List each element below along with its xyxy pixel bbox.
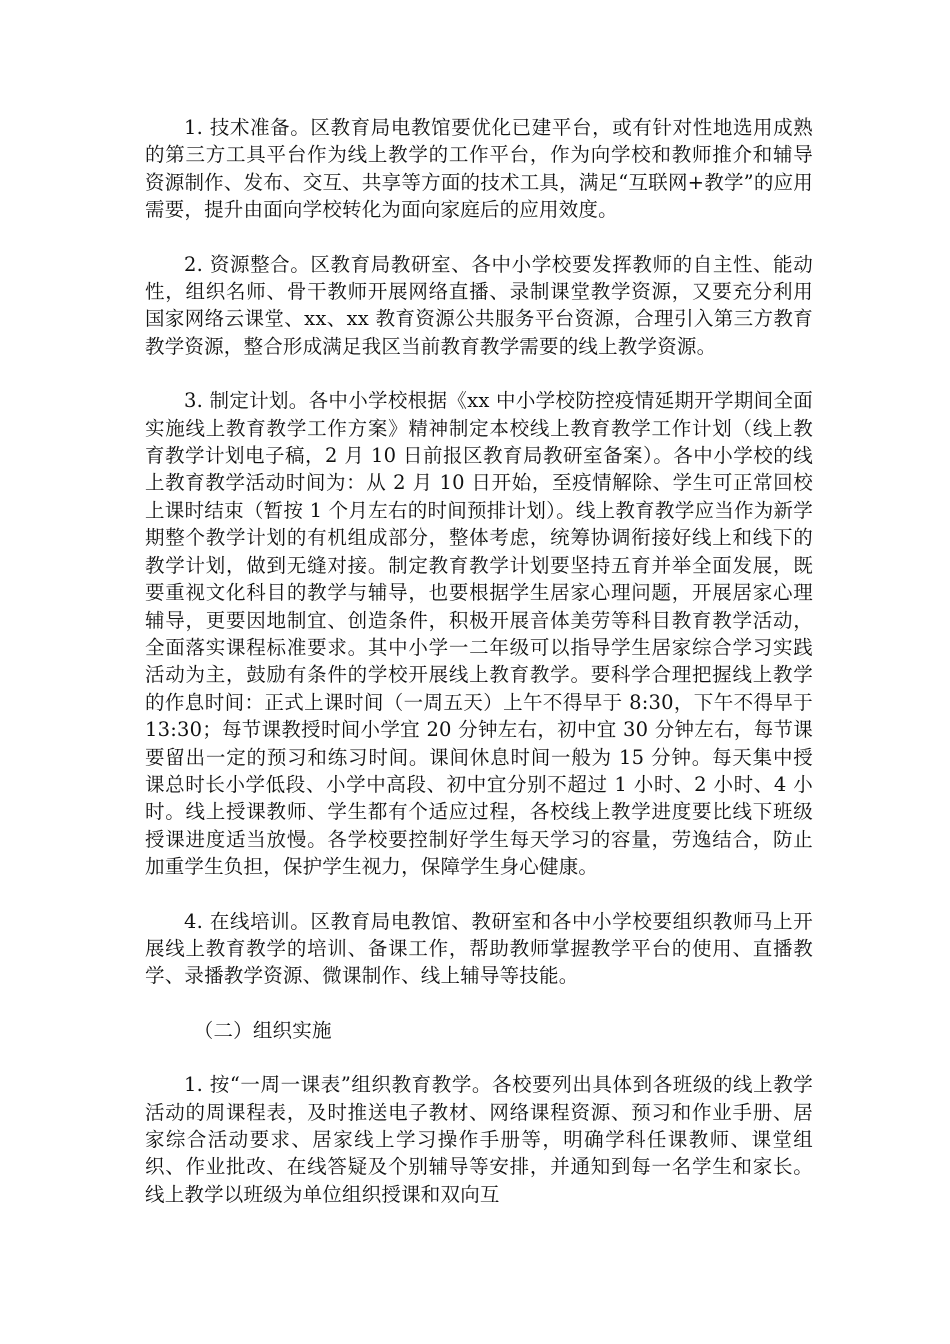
paragraph-make-plan: 3. 制定计划。各中小学校根据《xx 中小学校防控疫情延期开学期间全面实施线上教育教学工作方案》精神制定本校线上教育教学工作计划（线上教育教学计划电子稿，2 月 10 日前报区教育局教研室备案）。各中小学校的线上教育教学活动时间为：从 2 月 10 日开始，至疫情解除、学生可正常回校上课时结束（暂按 1 个月左右的时间预排计划）。线上教育教学应当作为新学期整个教学计划的有机组成部分，整体考虑，统筹协调衔接好线上和线下的教学计划，做到无缝对接。制定教育教学计划要坚持五育并举全面发展，既要重视文化科目的教学与辅导，也要根据学生居家心理问题，开展居家心理辅导，更要因地制宜、创造条件，积极开展音体美劳等科目教育教学活动，全面落实课程标准要求。其中小学一二年级可以指导学生居家综合学习实践活动为主，鼓励有条件的学校开展线上教育教学。要科学合理把握线上教学的作息时间：正式上课时间（一周五天）上午不得早于 8:30，下午不得早于 13:30；每节课教授时间小学宜 20 分钟左右，初中宜 30 分钟左右，每节课要留出一定的预习和练习时间。课间休息时间一般为 15 分钟。每天集中授课总时长小学低段、小学中高段、初中宜分别不超过 1 小时、2 小时、4 小时。线上授课教师、学生都有个适应过程，各校线上教学进度要比线下班级授课进度适当放慢。各学校要控制好学生每天学习的容量，劳逸结合，防止加重学生负担，保护学生视力，保障学生身心健康。 — [145, 389, 813, 879]
document-page — [145, 114, 813, 1235]
paragraph-weekly-schedule: 1. 按“一周一课表”组织教育教学。各校要列出具体到各班级的线上教学活动的周课程表，及时推送电子教材、网络课程资源、预习和作业手册、居家综合活动要求、居家线上学习操作手册等，明确学科任课教师、课堂组织、作业批改、在线答疑及个别辅导等安排，并通知到每一名学生和家长。线上教学以班级为单位组织授课和双向互 — [145, 1073, 813, 1206]
paragraph-resource-integration: 2. 资源整合。区教育局教研室、各中小学校要发挥教师的自主性、能动性，组织名师、骨干教师开展网络直播、录制课堂教学资源，又要充分利用国家网络云课堂、xx、xx 教育资源公共服务平台资源，合理引入第三方教育教学资源，整合形成满足我区当前教育教学需要的线上教学资源。 — [145, 252, 813, 358]
paragraph-online-training: 4. 在线培训。区教育局电教馆、教研室和各中小学校要组织教师马上开展线上教育教学的培训、备课工作，帮助教师掌握教学平台的使用、直播教学、录播教学资源、微课制作、线上辅导等技能。 — [145, 909, 813, 988]
section-heading: （二）组织实施 — [193, 1018, 332, 1042]
paragraph-technical-preparation: 1. 技术准备。区教育局电教馆要优化已建平台，或有针对性地选用成熟的第三方工具平台作为线上教学的工作平台，作为向学校和教师推介和辅导资源制作、发布、交互、共享等方面的技术工具，满足“互联网+教学”的应用需要，提升由面向学校转化为面向家庭后的应用效度。 — [145, 116, 813, 222]
